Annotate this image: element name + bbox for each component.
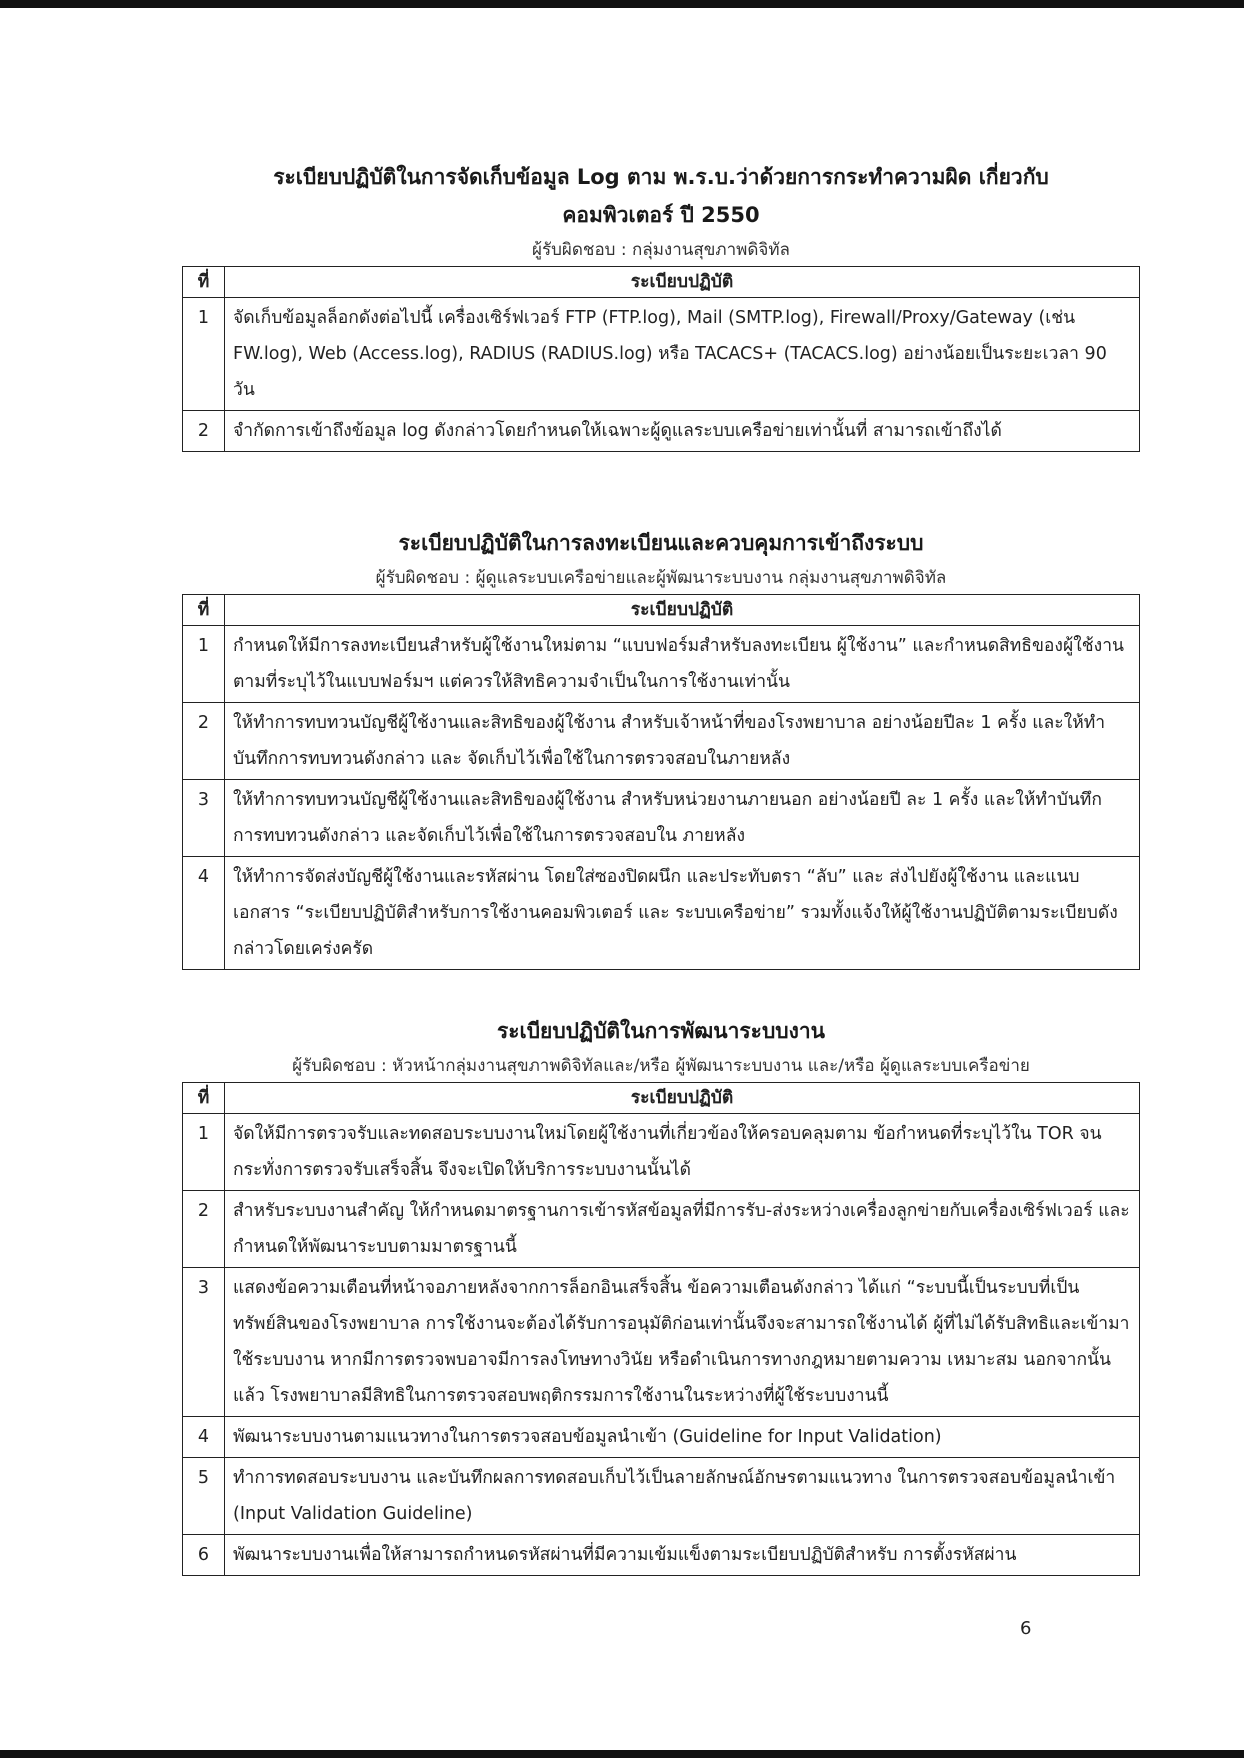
row-text: พัฒนาระบบงานเพื่อให้สามารถกำหนดรหัสผ่านที่มีความเข้มแข็งตามระเบียบปฏิบัติสำหรับ การตั้งรหัสผ่าน (225, 1535, 1140, 1576)
row-text: ให้ทำการทบทวนบัญชีผู้ใช้งานและสิทธิของผู้ใช้งาน สำหรับหน่วยงานภายนอก อย่างน้อยปี ละ 1 ครั้ง และให้ทำบันทึกการทบทวนดังกล่าว และจัดเก็บไว้เพื่อใช้ในการตรวจสอบใน ภายหลัง (225, 780, 1140, 857)
row-number: 1 (183, 1114, 225, 1191)
section-system-development (182, 1012, 1140, 1576)
row-text: จัดให้มีการตรวจรับและทดสอบระบบงานใหม่โดยผู้ใช้งานที่เกี่ยวข้องให้ครอบคลุมตาม ข้อกำหนดที่ระบุไว้ใน TOR จนกระทั่งการตรวจรับเสร็จสิ้น จึงจะเปิดให้บริการระบบงานนั้นได้ (225, 1114, 1140, 1191)
section-title-line-2: คอมพิวเตอร์ ปี 2550 (562, 203, 760, 227)
section-title-line-1: ระเบียบปฏิบัติในการลงทะเบียนและควบคุมการเข้าถึงระบบ (398, 531, 924, 555)
row-number: 4 (183, 857, 225, 970)
section-title (182, 158, 1140, 234)
rules-table (182, 594, 1140, 970)
row-number: 4 (183, 1417, 225, 1458)
section-title (182, 524, 1140, 562)
row-text: ให้ทำการทบทวนบัญชีผู้ใช้งานและสิทธิของผู้ใช้งาน สำหรับเจ้าหน้าที่ของโรงพยาบาล อย่างน้อยปีละ 1 ครั้ง และให้ทำบันทึกการทบทวนดังกล่าว และ จัดเก็บไว้เพื่อใช้ในการตรวจสอบในภายหลัง (225, 703, 1140, 780)
section-title (182, 1012, 1140, 1050)
table-row (183, 1458, 1140, 1535)
table-row (183, 1535, 1140, 1576)
table-row (183, 780, 1140, 857)
row-number: 5 (183, 1458, 225, 1535)
header-rule: ระเบียบปฏิบัติ (225, 267, 1140, 298)
row-text: จำกัดการเข้าถึงข้อมูล log ดังกล่าวโดยกำหนดให้เฉพาะผู้ดูแลระบบเครือข่ายเท่านั้นที่ สามารถเข้าถึงได้ (225, 411, 1140, 452)
table-row (183, 1268, 1140, 1417)
page-number: 6 (1020, 1618, 1032, 1639)
row-number: 3 (183, 780, 225, 857)
header-no: ที่ (183, 595, 225, 626)
row-text: ให้ทำการจัดส่งบัญชีผู้ใช้งานและรหัสผ่าน โดยใส่ซองปิดผนึก และประทับตรา “ลับ” และ ส่งไปยังผู้ใช้งาน และแนบเอกสาร “ระเบียบปฏิบัติสำหรับการใช้งานคอมพิวเตอร์ และ ระบบเครือข่าย” รวมทั้งแจ้งให้ผู้ใช้งานปฏิบัติตามระเบียบดังกล่าวโดยเคร่งครัด (225, 857, 1140, 970)
scan-edge-bottom (0, 1750, 1244, 1758)
table-row (183, 1191, 1140, 1268)
table-row (183, 703, 1140, 780)
table-row (183, 411, 1140, 452)
header-rule: ระเบียบปฏิบัติ (225, 595, 1140, 626)
table-row (183, 857, 1140, 970)
table-row (183, 1417, 1140, 1458)
row-text: สำหรับระบบงานสำคัญ ให้กำหนดมาตรฐานการเข้ารหัสข้อมูลที่มีการรับ-ส่งระหว่างเครื่องลูกข่ายกับเครื่องเซิร์ฟเวอร์ และกำหนดให้พัฒนาระบบตามมาตรฐานนี้ (225, 1191, 1140, 1268)
table-header-row (183, 267, 1140, 298)
responsible-line: ผู้รับผิดชอบ : ผู้ดูแลระบบเครือข่ายและผู้พัฒนาระบบงาน กลุ่มงานสุขภาพดิจิทัล (375, 568, 947, 588)
row-number: 3 (183, 1268, 225, 1417)
row-number: 1 (183, 298, 225, 411)
row-text: พัฒนาระบบงานตามแนวทางในการตรวจสอบข้อมูลนำเข้า (Guideline for Input Validation) (225, 1417, 1140, 1458)
scan-edge-top (0, 0, 1244, 8)
row-text: ทำการทดสอบระบบงาน และบันทึกผลการทดสอบเก็บไว้เป็นลายลักษณ์อักษรตามแนวทาง ในการตรวจสอบข้อมูลนำเข้า (Input Validation Guideline) (225, 1458, 1140, 1535)
row-number: 1 (183, 626, 225, 703)
section-title-line-1: ระเบียบปฏิบัติในการจัดเก็บข้อมูล Log ตาม พ.ร.บ.ว่าด้วยการกระทำความผิด เกี่ยวกับ (273, 165, 1049, 189)
row-text: แสดงข้อความเตือนที่หน้าจอภายหลังจากการล็อกอินเสร็จสิ้น ข้อความเตือนดังกล่าว ได้แก่ “ระบบนี้เป็นระบบที่เป็นทรัพย์สินของโรงพยาบาล การใช้งานจะต้องได้รับการอนุมัติก่อนเท่านั้นจึงจะสามารถใช้งานได้ ผู้ที่ไม่ได้รับสิทธิและเข้ามาใช้ระบบงาน หากมีการตรวจพบอาจมีการลงโทษทางวินัย หรือดำเนินการทางกฎหมายตามความ เหมาะสม นอกจากนั้นแล้ว โรงพยาบาลมีสิทธิในการตรวจสอบพฤติกรรมการใช้งานในระหว่างที่ผู้ใช้ระบบงานนี้ (225, 1268, 1140, 1417)
section-title-line-1: ระเบียบปฏิบัติในการพัฒนาระบบงาน (496, 1019, 826, 1043)
row-number: 6 (183, 1535, 225, 1576)
header-no: ที่ (183, 267, 225, 298)
header-rule: ระเบียบปฏิบัติ (225, 1083, 1140, 1114)
section-log-retention (182, 158, 1140, 452)
table-row (183, 1114, 1140, 1191)
responsible-line: ผู้รับผิดชอบ : กลุ่มงานสุขภาพดิจิทัล (532, 240, 790, 260)
rules-table (182, 266, 1140, 452)
row-number: 2 (183, 703, 225, 780)
table-header-row (183, 1083, 1140, 1114)
responsible-line: ผู้รับผิดชอบ : หัวหน้ากลุ่มงานสุขภาพดิจิทัลและ/หรือ ผู้พัฒนาระบบงาน และ/หรือ ผู้ดูแลระบบเครือข่าย (292, 1056, 1030, 1076)
row-text: กำหนดให้มีการลงทะเบียนสำหรับผู้ใช้งานใหม่ตาม “แบบฟอร์มสำหรับลงทะเบียน ผู้ใช้งาน” และกำหนดสิทธิของผู้ใช้งานตามที่ระบุไว้ในแบบฟอร์มฯ แต่ควรให้สิทธิความจำเป็นในการใช้งานเท่านั้น (225, 626, 1140, 703)
row-number: 2 (183, 411, 225, 452)
row-number: 2 (183, 1191, 225, 1268)
row-text: จัดเก็บข้อมูลล็อกดังต่อไปนี้ เครื่องเซิร์ฟเวอร์ FTP (FTP.log), Mail (SMTP.log), Firewall/Proxy/Gateway (เช่น FW.log), Web (Access.log), RADIUS (RADIUS.log) หรือ TACACS+ (TACACS.log) อย่างน้อยเป็นระยะเวลา 90 วัน (225, 298, 1140, 411)
table-row (183, 298, 1140, 411)
rules-table (182, 1082, 1140, 1576)
section-access-control (182, 524, 1140, 970)
header-no: ที่ (183, 1083, 225, 1114)
table-header-row (183, 595, 1140, 626)
table-row (183, 626, 1140, 703)
